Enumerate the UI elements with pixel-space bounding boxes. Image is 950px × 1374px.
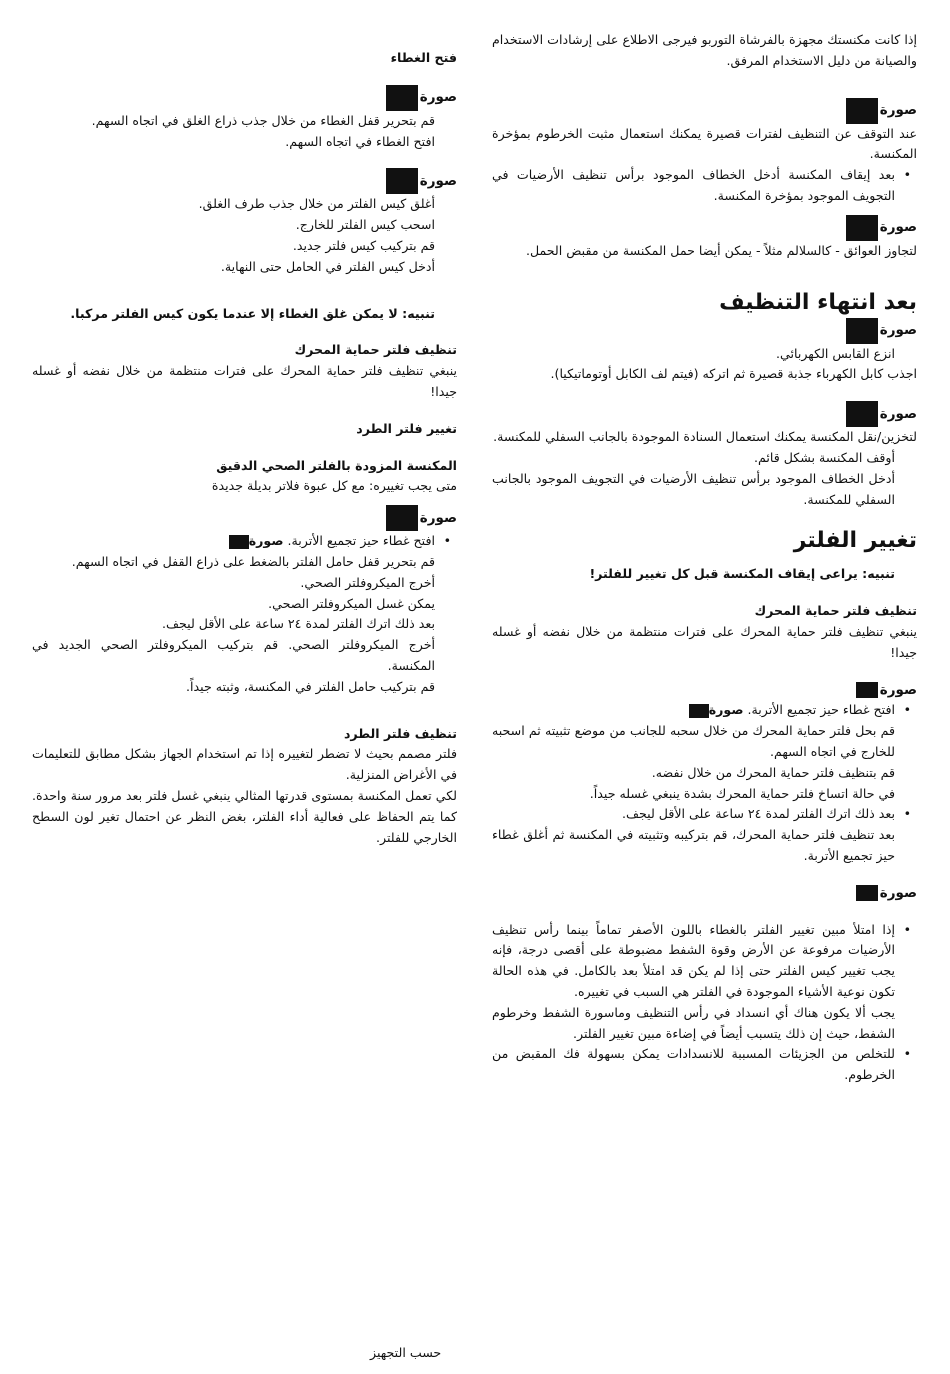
figure-label: صورة	[32, 85, 457, 111]
open-dust-lid-bullet: • افتح غطاء حيز تجميع الأتربة. صورة	[492, 700, 917, 721]
hygiene-step-6: قم بتركيب حامل الفلتر في المكنسة، وثبته جيداً.	[186, 678, 435, 694]
figure-label: صورة	[492, 680, 917, 701]
motor-filter-text: ينبغي تنظيف فلتر حماية المحرك على فترات منتظمة من خلال نفضه أو غسله جيدا!	[492, 623, 917, 660]
storage-step-1: أوقف المكنسة بشكل قائم.	[754, 449, 895, 465]
figure-number-box	[856, 885, 878, 901]
motor-filter-heading: تنظيف فلتر حماية المحرك	[294, 342, 457, 358]
figure-label: صورة	[492, 318, 917, 344]
motor-step-2: قم بتنظيف فلتر حماية المحرك من خلال نفضه.	[651, 764, 895, 780]
hygiene-step-1: قم بتحرير قفل حامل الفلتر بالضغط على ذراع القفل في اتجاه السهم.	[71, 553, 435, 569]
indicator-text: يجب ألا يكون هناك أي انسداد في رأس التنظيف وماسورة الشفط وخرطوم الشفط، حيث إن ذلك يتسبب أيضاً في إضاءة مبين تغيير الفلتر.	[492, 1004, 895, 1041]
figure-number-box	[856, 682, 878, 698]
hygiene-step-5: أخرج الميكروفلتر الصحي. قم بتركيب الميكروفلتر الصحي الجديد في المكنسة.	[32, 637, 435, 673]
bag-step-2: اسحب كيس الفلتر للخارج.	[295, 217, 435, 233]
after-cleaning-heading: بعد انتهاء التنظيف	[719, 289, 917, 315]
open-lid-heading: فتح الغطاء	[390, 50, 457, 65]
left-column	[32, 48, 457, 848]
filter-warning: تنبيه: يراعى إيقاف المكنسة قبل كل تغيير للفلتر!	[589, 566, 895, 582]
open-step-1: قم بتحرير قفل الغطاء من خلال جذب ذراع الغلق في اتجاه السهم.	[91, 112, 435, 128]
bag-step-1: أغلق كيس الفلتر من خلال جذب طرف الغلق.	[198, 196, 435, 212]
cable-rewind-step: اجذب كابل الكهرباء جذبة قصيرة ثم اتركه (فيتم لف الكابل أوتوماتيكيا).	[550, 366, 917, 382]
figure-number-box	[846, 215, 878, 241]
motor-filter-heading: تنظيف فلتر حماية المحرك	[754, 603, 917, 619]
hygiene-step-2: أخرج الميكروفلتر الصحي.	[300, 574, 435, 590]
turbo-brush-note: إذا كانت مكنستك مجهزة بالفرشاة التوربو فيرجى الاطلاع على إرشادات الاستخدام والصيانة من دليل الاستخدام المرفق.	[492, 32, 917, 68]
carry-text: لتجاوز العوائق - كالسلالم مثلاً - يمكن أيضا حمل المكنسة من مقبض الحمل.	[525, 242, 917, 258]
figure-label: صورة	[32, 505, 457, 531]
footnote: حسب التجهيز	[370, 1345, 442, 1360]
bag-step-3: قم بتركيب كيس فلتر جديد.	[292, 237, 435, 253]
hygiene-when: متى يجب تغييره: مع كل عبوة فلاتر بديلة جديدة	[211, 478, 457, 494]
motor-dry-bullet: • بعد ذلك اترك الفلتر لمدة ٢٤ ساعة على الأقل ليجف.	[492, 804, 917, 825]
pause-text: عند التوقف عن التنظيف لفترات قصيرة يمكنك استعمال مثبت الخرطوم بمؤخرة المكنسة.	[492, 125, 917, 162]
exhaust-text-1: فلتر مصمم بحيث لا تضطر لتغييره إذا تم استخدام الجهاز بشكل مطابق للتعليمات في الأغراض المنزلية.	[32, 746, 457, 783]
figure-label: صورة	[492, 883, 917, 904]
unplug-step: انزع القابس الكهربائي.	[776, 345, 895, 361]
right-column	[492, 30, 917, 1086]
hygiene-step-3: يمكن غسل الميكروفلتر الصحي.	[268, 595, 435, 611]
motor-step-4: بعد تنظيف فلتر حماية المحرك، قم بتركيبه وتثبيته في المكنسة ثم أغلق غطاء حيز تجميع الأتربة.	[492, 827, 895, 863]
hygiene-filter-heading: المكنسة المزودة بالفلتر الصحي الدقيق	[216, 457, 457, 473]
motor-step-1: قم بحل فلتر حماية المحرك من خلال سحبه للجانب من موضع تثبيته ثم اسحبه للخارج في اتجاه السهم.	[492, 723, 895, 759]
motor-filter-text: ينبغي تنظيف فلتر حماية المحرك على فترات منتظمة من خلال نفضه أو غسله جيدا!	[32, 363, 457, 399]
figure-number-box	[386, 85, 418, 111]
indicator-bullet-2: • للتخلص من الجزيئات المسببة للانسدادات يمكن بسهولة فك المقبض من الخرطوم.	[492, 1044, 917, 1086]
figure-number-box	[846, 98, 878, 124]
figure-label: صورة	[492, 215, 917, 241]
figure-label: صورة	[32, 168, 457, 194]
exhaust-change-heading: تغيير فلتر الطرد	[356, 420, 457, 436]
figure-number-box	[846, 401, 878, 427]
indicator-bullet-1: • إذا امتلأ مبين تغيير الفلتر بالغطاء باللون الأصفر تماماً بينما رأس تنظيف الأرضيات مرفوعة عن الأرض وقوة الشفط مضبوطة على أقصى درجة، فإنه يجب تغيير كيس الفلتر حتى إذا لم يكن قد امتلأ بعد بالكامل. في هذه الحالة تكون نوعية الأشياء الموجودة في الفلتر هي السبب في تغييره.	[492, 920, 917, 1003]
exhaust-clean-heading: تنظيف فلتر الطرد	[343, 725, 457, 741]
open-dust-lid-bullet: • افتح غطاء حيز تجميع الأتربة. صورة	[32, 531, 457, 552]
storage-step-2: أدخل الخطاف الموجود برأس تنظيف الأرضيات في التجويف الموجود بالجانب السفلي للمكنسة.	[492, 470, 895, 507]
hygiene-step-4: بعد ذلك اترك الفلتر لمدة ٢٤ ساعة على الأقل ليجف.	[162, 616, 435, 632]
open-step-2: افتح الغطاء في اتجاه السهم.	[285, 133, 435, 149]
bag-step-4: أدخل كيس الفلتر في الحامل حتى النهاية.	[220, 258, 435, 274]
figure-number-box	[689, 704, 709, 718]
exhaust-text-2: لكي تعمل المكنسة بمستوى قدرتها المثالي ينبغي غسل فلتر بعد مرور سنة واحدة. كما يتم الحفاظ على فعالية أداء الفلتر، بغض النظر عن احتمال تغير لون السطح الخارجي للفلتر.	[32, 787, 457, 845]
pause-bullet: • بعد إيقاف المكنسة أدخل الخطاف الموجود برأس تنظيف الأرضيات في التجويف الموجود بمؤخرة المكنسة.	[492, 165, 917, 207]
figure-number-box	[846, 318, 878, 344]
filter-change-heading: تغيير الفلتر	[793, 528, 917, 554]
figure-number-box	[229, 535, 249, 549]
figure-label: صورة	[492, 401, 917, 427]
figure-number-box	[386, 168, 418, 194]
motor-step-3: في حالة اتساخ فلتر حماية المحرك بشدة ينبغي غسله جيداً.	[589, 785, 895, 801]
lid-warning: تنبيه: لا يمكن غلق الغطاء إلا عندما يكون كيس الفلتر مركبا.	[70, 305, 435, 321]
storage-text: لتخزين/نقل المكنسة يمكنك استعمال السنادة الموجودة بالجانب السفلي للمكنسة.	[493, 429, 917, 445]
figure-label: صورة	[492, 98, 917, 124]
figure-number-box	[386, 505, 418, 531]
